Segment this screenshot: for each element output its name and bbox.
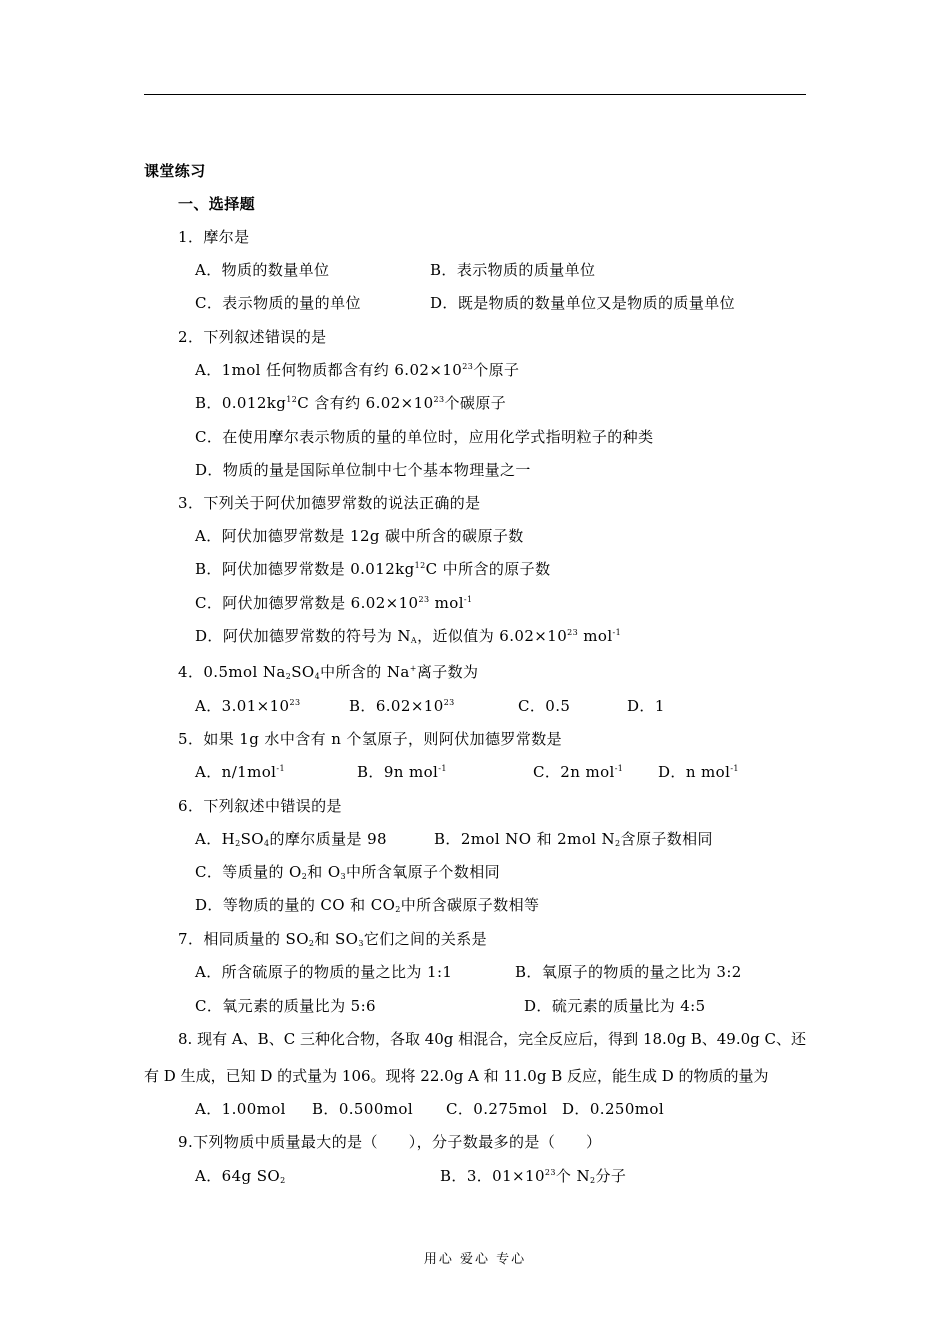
q8-option-a: A．1.00mol [195, 1100, 286, 1118]
q1-option-b: B．表示物质的质量单位 [430, 261, 596, 279]
q6-option-d: D．等物质的量的 CO 和 $CO_2$中所含碳原子数相等 [195, 896, 540, 914]
q2-option-c: C．在使用摩尔表示物质的量的单位时，应用化学式指明粒子的种类 [195, 428, 654, 446]
q7-stem: 7．相同质量的 $SO_2$和 $SO_3$它们之间的关系是 [178, 930, 488, 948]
q3-option-a: A．阿伏加德罗常数是 12g 碳中所含的碳原子数 [195, 527, 524, 545]
q3-stem: 3．下列关于阿伏加德罗常数的说法正确的是 [178, 494, 481, 512]
q3-option-d: D．阿伏加德罗常数的符号为 $N_A$，近似值为 $6.02\times 10^{23}$ mol$^{-1}$ [195, 627, 622, 645]
q9-option-b: B．3．$01\times 10^{23}$个 $N_2$分子 [440, 1167, 627, 1185]
q4-stem: 4．0.5mol $Na_2SO_4$中所含的 Na+离子数为 [178, 663, 479, 681]
section-title: 课堂练习 [144, 162, 206, 180]
q6-stem: 6．下列叙述中错误的是 [178, 797, 342, 815]
q2-option-d: D．物质的量是国际单位制中七个基本物理量之一 [195, 461, 531, 479]
q5-stem: 5．如果 1g 水中含有 n 个氢原子，则阿伏加德罗常数是 [178, 730, 563, 748]
q1-option-d: D．既是物质的数量单位又是物质的质量单位 [430, 294, 736, 312]
q8-stem-line1: 8. 现有 A、B、C 三种化合物，各取 40g 相混合，完全反应后，得到 18.0g B、49.0g C、还 [178, 1030, 806, 1048]
q4-option-a: A．$3.01\times 10^{23}$ [195, 697, 301, 715]
q2-option-a: A．1mol 任何物质都含有约 $6.02\times 10^{23}$个原子 [195, 361, 520, 379]
header-rule [144, 94, 806, 95]
q1-option-c: C．表示物质的量的单位 [195, 294, 361, 312]
q2-stem: 2．下列叙述错误的是 [178, 328, 327, 346]
q3-option-c: C．阿伏加德罗常数是 $6.02\times 10^{23}$ mol$^{-1}$ [195, 594, 473, 612]
q8-option-d: D．0.250mol [562, 1100, 665, 1118]
q2-option-b: B．$0.012kg^{12}C$ 含有约 $6.02\times 10^{23}$个碳原子 [195, 394, 507, 412]
q5-option-a: A．n/1mol$^{-1}$ [195, 763, 285, 781]
part-title: 一、选择题 [178, 195, 256, 213]
q6-option-b: B．2mol NO 和 2mol $N_2$含原子数相同 [434, 830, 713, 848]
page-footer: 用心 爱心 专心 [423, 1252, 527, 1267]
q1-stem: 1．摩尔是 [178, 228, 250, 246]
q7-option-a: A．所含硫原子的物质的量之比为 1:1 [195, 963, 453, 981]
q6-option-a: A．$H_2SO_4$的摩尔质量是 98 [195, 830, 387, 848]
q5-option-d: D．n mol$^{-1}$ [658, 763, 739, 781]
q3-option-b: B．阿伏加德罗常数是 $0.012kg^{12}C$ 中所含的原子数 [195, 560, 551, 578]
q8-stem-line2: 有 D 生成，已知 D 的式量为 106。现将 22.0g A 和 11.0g B 反应，能生成 D 的物质的量为 [144, 1067, 769, 1085]
q9-option-a: A．64g $SO_2$ [195, 1167, 286, 1185]
q4-option-b: B．$6.02\times 10^{23}$ [349, 697, 455, 715]
q5-option-c: C．2n mol$^{-1}$ [533, 763, 624, 781]
q4-option-c: C．0.5 [518, 697, 571, 715]
q4-option-d: D．1 [627, 697, 665, 715]
q6-option-c: C．等质量的 $O_2$和 $O_3$中所含氧原子个数相同 [195, 863, 501, 881]
q8-option-b: B．0.500mol [312, 1100, 414, 1118]
q1-option-a: A．物质的数量单位 [195, 261, 330, 279]
q9-stem: 9.下列物质中质量最大的是（ ），分子数最多的是（ ） [178, 1133, 602, 1151]
q8-option-c: C．0.275mol [446, 1100, 548, 1118]
q7-option-c: C．氧元素的质量比为 5:6 [195, 997, 376, 1015]
q5-option-b: B．9n mol$^{-1}$ [357, 763, 447, 781]
q7-option-b: B．氧原子的物质的量之比为 3:2 [515, 963, 742, 981]
q7-option-d: D．硫元素的质量比为 4:5 [524, 997, 706, 1015]
